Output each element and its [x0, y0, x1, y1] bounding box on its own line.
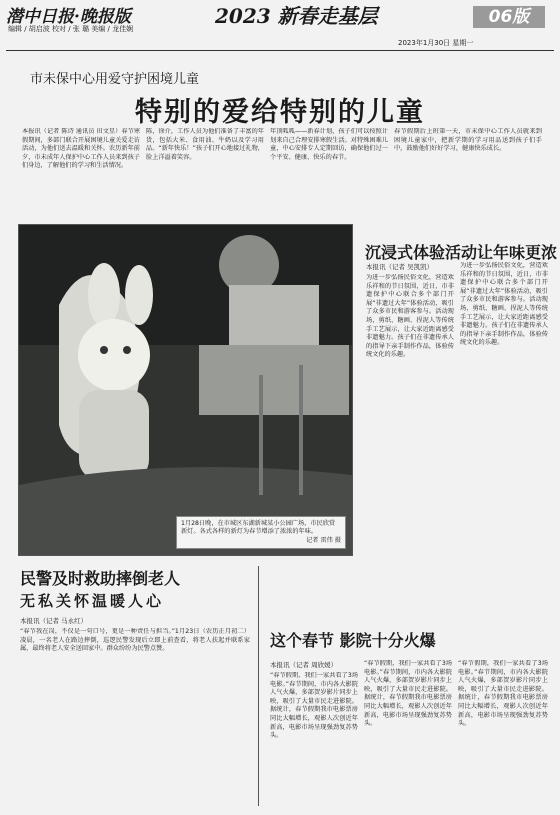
bottom-story-column-2: “春节假期，我们一家共看了3场电影。”春节期间，市内各大影院人气火爆，多部贺岁影片同步上映，吸引了大量市民走进影院。据统计，春节假期我市电影票房同比大幅增长，观影人次创近年新高，电影市场呈现强劲复苏势头。	[364, 660, 452, 728]
right-story-column-2: 为进一步弘扬民俗文化，营造欢乐祥和的节日氛围，近日，市非遗保护中心联合多个部门开展“非遗过大年”体验活动，吸引了众多市民和游客参与。活动现场，剪纸、糖画、捏泥人等传统手工艺展示，让大家近距离感受非遗魅力。孩子们在非遗传承人的指导下亲手制作作品，体验传统文化的乐趣。	[460, 262, 548, 347]
page-number: 06版	[473, 6, 545, 28]
newspaper-logo: 潜中日报·晚报版	[6, 7, 131, 27]
right-story-byline: 本报讯（记者 吴凯凯）	[366, 263, 434, 271]
left-story-body: “春节我在岗，不仅是一句口号，更是一种责任与担当。”1月23日（农历正月初二）凌晨，一名老人在路边摔倒，巡逻民警发现后立即上前查看，将老人扶起并联系家属，最终将老人安全送回家中。群众纷纷为民警点赞。	[20, 628, 250, 653]
masthead-rule	[6, 50, 554, 51]
lead-column-2: 陈，徐介，工作人员为他们准备了丰富的年货，包括大米、食用油、牛奶以及学习用品。“新年快乐！”孩子们开心地接过礼物，脸上洋溢着笑容。	[146, 128, 264, 161]
left-story-subheadline: 无私关怀温暖人心	[20, 592, 165, 610]
lantern-illustration	[19, 225, 352, 555]
lead-column-3: 年顶呱呱——新春计划，孩子们可以按照计划来自己合理安排寒假生活。对特殊困难儿童，中心安排专人定期回访，确保他们过一个平安、健康、快乐的春节。	[270, 128, 388, 161]
photo-credit: 记者 雷伟 摄	[306, 536, 341, 544]
section-banner: 2023 新春走基层	[215, 4, 378, 28]
photo-caption	[176, 516, 346, 550]
right-story-column-1: 为进一步弘扬民俗文化，营造欢乐祥和的节日氛围，近日，市非遗保护中心联合多个部门开展“非遗过大年”体验活动，吸引了众多市民和游客参与。活动现场，剪纸、糖画、捏泥人等传统手工艺展示，让大家近距离感受非遗魅力。孩子们在非遗传承人的指导下亲手制作作品，体验传统文化的乐趣。	[366, 274, 454, 359]
left-story-headline: 民警及时救助摔倒老人	[20, 569, 181, 588]
editor-credits: 编辑 / 胡启波 校对 / 张 璐 美编 / 龙佳娴	[8, 25, 134, 33]
bottom-story-column-1: “春节假期，我们一家共看了3场电影。”春节期间，市内各大影院人气火爆，多部贺岁影片同步上映，吸引了大量市民走进影院。据统计，春节假期我市电影票房同比大幅增长，观影人次创近年新高，电影市场呈现强劲复苏势头。	[270, 672, 358, 740]
lead-column-4: 春节假期后上班第一天，市未保中心工作人员就来到困境儿童家中，把新学期的学习用品送到孩子们手中，鼓励他们好好学习，健康快乐成长。	[394, 128, 542, 153]
masthead	[0, 0, 560, 50]
issue-date: 2023年1月30日 星期一	[398, 39, 474, 47]
column-divider	[258, 566, 259, 806]
bottom-story-column-3: “春节假期，我们一家共看了3场电影。”春节期间，市内各大影院人气火爆，多部贺岁影片同步上映，吸引了大量市民走进影院。据统计，春节假期我市电影票房同比大幅增长，观影人次创近年新高，电影市场呈现强劲复苏势头。	[458, 660, 548, 728]
bottom-story-byline: 本报讯（记者 周欣媛）	[270, 661, 338, 669]
lead-kicker: 市未保中心用爱守护困境儿童	[30, 72, 200, 87]
lead-headline: 特别的爱给特别的儿童	[135, 97, 425, 128]
lantern-photo	[18, 224, 353, 556]
bottom-story-headline: 这个春节 影院十分火爆	[270, 631, 436, 650]
right-story-headline: 沉浸式体验活动让年味更浓	[365, 243, 558, 262]
lead-column-1: 本报讯（记者 陈诗 通讯员 田文星）春节寒假期间，多部门联合开展困境儿童关爱走访活动，为他们送去温暖和关怀。农历新年前夕，市未成年人保护中心工作人员来到孩子们身边，了解他们的学习和生活情况。	[22, 128, 140, 170]
left-story-byline: 本报讯（记者 马永红）	[20, 617, 88, 625]
photo-caption-text: 1月28日晚，在市城区东湖新城某小公园广场，市民欣赏新灯。各式各样的新灯为春节增添了浓浓的年味。	[181, 519, 336, 535]
